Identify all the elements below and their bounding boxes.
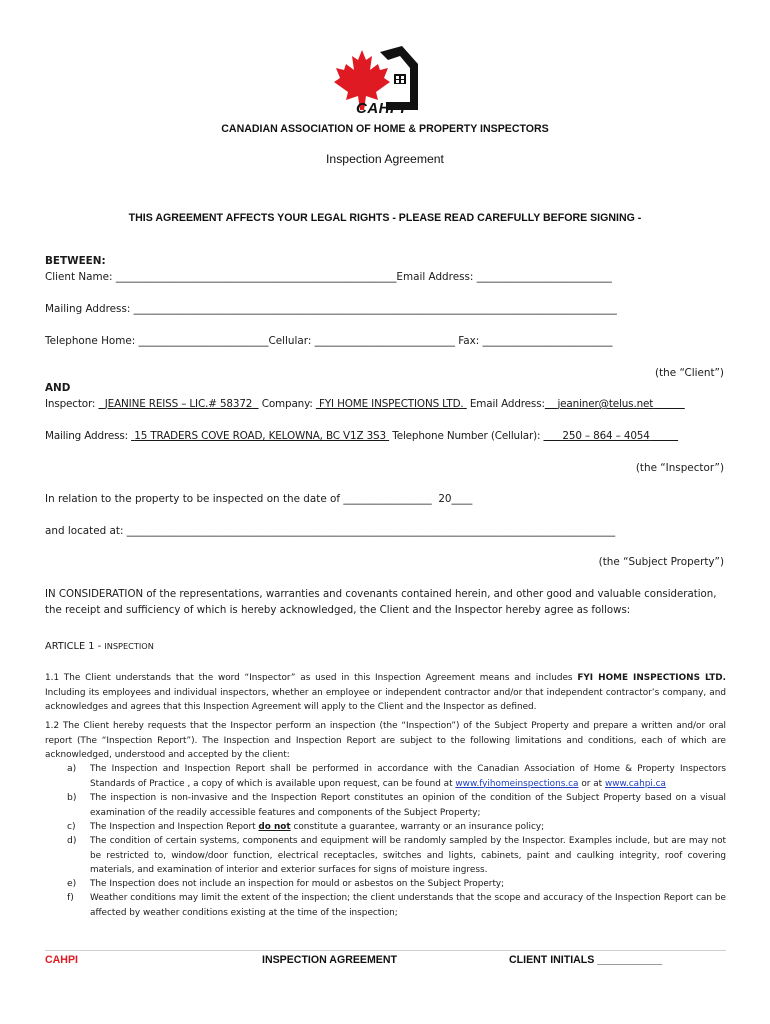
clause-1-1-text-a: 1.1 The Client understands that the word “Inspector” as used in this Inspection Agreement means and includes [45,673,578,683]
item-c-emphasis: do not [258,822,291,832]
the-subject-note: (the “Subject Property”) [598,556,724,568]
footer-left: CAHPI [45,954,78,966]
cahpi-logo [330,44,422,118]
phone-home-field[interactable]: _________________________ [138,335,269,347]
footer-center: INSPECTION AGREEMENT [262,954,397,966]
client-name-row [45,271,612,283]
inspector-email-value: jeaniner@telus.net [557,398,654,410]
property-location-row [45,525,615,537]
item-c-text-a: The Inspection and Inspection Report [90,822,259,832]
clause-1-1 [45,671,726,715]
inspector-mailing-row [45,430,678,442]
located-label: and located at: [45,525,124,537]
item-a-text: The Inspection and Inspection Report shall be performed in accordance with the Canadian Association of Home & Property Inspectors Standards of Practice , a copy of which is available upon request, can be found at [90,764,726,789]
inspection-date-label: In relation to the property to be inspected on the date of [45,493,341,505]
item-d-marker: d) [67,835,77,846]
client-phone-row [45,335,612,347]
inspector-label: Inspector: [45,398,96,410]
item-b: The inspection is non-invasive and the Inspection Report constitutes an opinion of the condition of the Subject Property based on a visual examination of the readily accessible features and components of the Subject Property; [90,793,726,818]
item-c [90,820,726,835]
company-label: Company: [261,398,313,410]
inspector-email-label: Email Address: [469,398,545,410]
company-value: FYI HOME INSPECTIONS LTD. [319,398,464,410]
article-1-heading-small: INSPECTION [104,641,154,651]
inspector-phone-value: 250 – 864 – 4054 [562,430,650,442]
cellular-label: Cellular: [268,335,312,347]
client-mailing-field[interactable]: _____________________________________________________________________________________________ [133,303,617,315]
inspector-mailing-value: 15 TRADERS COVE ROAD, KELOWNA, BC V1Z 3S3 [134,430,386,442]
article-1-heading-main: ARTICLE 1 - [45,641,105,652]
footer-divider [45,950,726,951]
year-field[interactable]: ____ [451,493,473,505]
inspector-value: JEANINE REISS – LIC.# 58372 [104,398,253,410]
inspection-date-field[interactable]: _________________ [343,493,432,505]
inspector-phone-label: Telephone Number (Cellular): [392,430,541,442]
client-mailing-label: Mailing Address: [45,303,131,315]
client-email-label: Email Address: [396,271,474,283]
item-c-marker: c) [67,821,76,832]
inspector-mailing-label: Mailing Address: [45,430,128,442]
fax-field[interactable]: _________________________ [482,335,613,347]
clause-1-1-text-b: Including its employees and individual inspectors, whether an employee or independent contractor and/or that independent contractor’s company, and acknowledges and agrees that this Inspection Agreement will apply to the Client and the Inspector as defined. [45,687,726,713]
item-f: Weather conditions may limit the extent of the inspection; the client understands that the scope and accuracy of the Inspection Report can be affected by weather conditions existing at the time of the inspection; [90,893,726,918]
year-prefix: 20 [438,493,452,505]
client-name-field[interactable]: ______________________________________________________ [115,271,397,283]
item-e: The Inspection does not include an inspection for mould or asbestos on the Subject Property; [90,879,505,889]
client-name-label: Client Name: [45,271,113,283]
cellular-field[interactable]: ___________________________ [314,335,455,347]
the-inspector-note: (the “Inspector”) [635,462,724,474]
inspection-date-row [45,493,472,505]
clause-1-1-company: FYI HOME INSPECTIONS LTD. [577,673,726,683]
fax-label: Fax: [458,335,480,347]
inspector-row [45,398,685,410]
article-1-heading [45,641,154,652]
item-d: The condition of certain systems, components and equipment will be randomly sampled by the Inspector. Examples include, but are may not be restricted to, window/door function, electrical receptacles, switches and lights, cabinets, paint and caulking integrity, roof covering materials, and examination of interior and exterior surfaces for signs of moisture ingress. [90,836,726,876]
item-a-mid: or at [578,778,605,789]
item-a-marker: a) [67,763,77,774]
and-heading: AND [45,382,71,394]
association-name: CANADIAN ASSOCIATION OF HOME & PROPERTY INSPECTORS [221,123,549,135]
legal-warning: THIS AGREEMENT AFFECTS YOUR LEGAL RIGHTS - PLEASE READ CAREFULLY BEFORE SIGNING - [128,212,642,224]
logo-text: CAHPI [356,100,406,117]
clause-1-2: 1.2 The Client hereby requests that the Inspector perform an inspection (the “Inspection”) of the Subject Property and prepare a written and/or oral report (The “Inspection Report”). The Inspection and Inspection Report are subject to the following limitations and conditions, each of which are acknowledged, understood and accepted by the client: [45,721,726,761]
between-heading: BETWEEN: [45,255,106,267]
item-f-marker: f) [67,892,74,903]
property-location-field[interactable]: ______________________________________________________________________________________________ [126,525,616,537]
item-a [90,762,726,791]
phone-home-label: Telephone Home: [45,335,136,347]
the-client-note: (the “Client”) [655,367,724,379]
consideration-paragraph: IN CONSIDERATION of the representations, warranties and covenants contained herein, and other good and valuable consideration, the receipt and sufficiency of which is hereby acknowledged, the Client and the Inspector hereby agree as follows: [45,589,717,616]
item-e-marker: e) [67,878,77,889]
item-c-text-b: constitute a guarantee, warranty or an insurance policy; [290,822,545,832]
fyi-website-link[interactable]: www.fyihomeinspections.ca [455,778,579,789]
client-email-field[interactable]: __________________________ [476,271,612,283]
footer-right: CLIENT INITIALS ___________ [509,954,663,966]
document-title: Inspection Agreement [326,152,444,166]
item-b-marker: b) [67,792,77,803]
client-mailing-row [45,303,617,315]
cahpi-website-link[interactable]: www.cahpi.ca [604,778,666,789]
